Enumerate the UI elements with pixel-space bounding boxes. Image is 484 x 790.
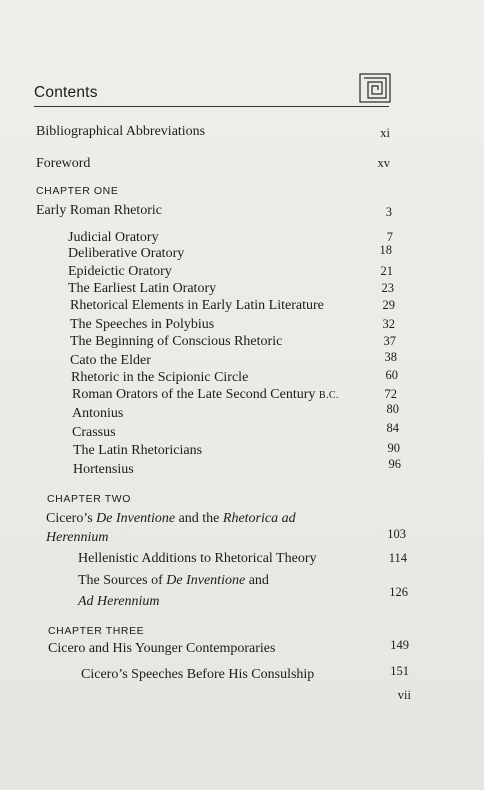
toc-entry[interactable]: Epideictic Oratory bbox=[68, 264, 172, 279]
page-number: 32 bbox=[382, 317, 395, 331]
toc-entry[interactable]: Cicero’s Speeches Before His Consulship bbox=[81, 667, 315, 682]
page-number: xv bbox=[377, 156, 390, 170]
heading-rule bbox=[34, 106, 389, 107]
page-number: 103 bbox=[387, 527, 406, 541]
toc-entry[interactable]: Hortensius bbox=[73, 462, 134, 477]
toc-entry[interactable]: Crassus bbox=[72, 425, 116, 440]
page-number: 149 bbox=[390, 638, 409, 652]
chapter-one-label: CHAPTER ONE bbox=[36, 185, 119, 197]
page-number: 29 bbox=[382, 298, 395, 312]
title-text: Cicero’s bbox=[46, 511, 97, 526]
toc-entry[interactable]: Deliberative Oratory bbox=[68, 246, 185, 261]
page-number: 3 bbox=[385, 205, 392, 219]
contents-heading: Contents bbox=[34, 84, 98, 101]
page-number: 37 bbox=[383, 334, 396, 348]
page-number: 72 bbox=[384, 387, 397, 401]
chapter-one-title[interactable]: Early Roman Rhetoric bbox=[36, 203, 162, 218]
title-italic: Rhetorica ad bbox=[222, 511, 296, 526]
toc-entry-suffix: B.C. bbox=[318, 390, 339, 401]
page-number: xi bbox=[380, 126, 390, 140]
chapter-three-title[interactable]: Cicero and His Younger Contemporaries bbox=[48, 641, 276, 656]
page-number: 7 bbox=[386, 230, 393, 244]
chapter-two-label: CHAPTER TWO bbox=[47, 493, 131, 505]
chapter-two-title-line2[interactable] bbox=[46, 530, 108, 546]
page-number: 38 bbox=[384, 350, 397, 364]
toc-entry[interactable]: Judicial Oratory bbox=[68, 230, 159, 245]
chapter-three-label: CHAPTER THREE bbox=[48, 625, 145, 637]
toc-entry-bibliographical-abbreviations[interactable]: Bibliographical Abbreviations bbox=[36, 124, 206, 139]
page-number: 80 bbox=[386, 402, 399, 416]
page-number: 21 bbox=[380, 264, 393, 278]
chapter-two-title[interactable] bbox=[46, 511, 296, 527]
page-number: 90 bbox=[387, 441, 400, 455]
folio-page-number: vii bbox=[397, 688, 411, 702]
toc-entry[interactable] bbox=[78, 573, 269, 589]
title-italic: De Inventione bbox=[166, 573, 246, 588]
toc-entry[interactable]: Rhetorical Elements in Early Latin Literature bbox=[70, 298, 324, 313]
page-number: 23 bbox=[381, 281, 394, 295]
toc-entry[interactable] bbox=[72, 387, 339, 403]
page-number: 151 bbox=[390, 664, 409, 678]
title-italic: Ad Herennium bbox=[78, 594, 160, 609]
page-number: 114 bbox=[388, 551, 407, 565]
toc-entry-line2[interactable] bbox=[78, 594, 160, 610]
title-italic: De Inventione bbox=[96, 511, 176, 526]
toc-entry-title: Roman Orators of the Late Second Century bbox=[72, 387, 316, 402]
page-number: 84 bbox=[386, 421, 399, 435]
toc-entry[interactable]: The Speeches in Polybius bbox=[70, 317, 215, 332]
toc-entry[interactable]: Antonius bbox=[72, 406, 124, 421]
toc-entry[interactable]: Cato the Elder bbox=[70, 353, 151, 368]
page-number: 60 bbox=[385, 368, 398, 382]
title-italic: Herennium bbox=[46, 530, 109, 545]
title-text: and bbox=[245, 573, 269, 588]
toc-entry[interactable]: The Beginning of Conscious Rhetoric bbox=[70, 334, 283, 349]
page-number: 126 bbox=[389, 585, 408, 599]
page-number: 18 bbox=[379, 243, 392, 257]
toc-entry[interactable]: Hellenistic Additions to Rhetorical Theory bbox=[78, 551, 317, 566]
page-number: 96 bbox=[388, 457, 401, 471]
ornament-icon bbox=[358, 72, 392, 104]
toc-entry[interactable]: The Latin Rhetoricians bbox=[73, 443, 203, 458]
toc-entry[interactable]: Rhetoric in the Scipionic Circle bbox=[71, 370, 249, 385]
toc-entry[interactable]: The Earliest Latin Oratory bbox=[68, 281, 217, 296]
title-text: and the bbox=[175, 511, 223, 526]
toc-entry-foreword[interactable]: Foreword bbox=[36, 156, 91, 171]
title-text: The Sources of bbox=[78, 573, 167, 588]
